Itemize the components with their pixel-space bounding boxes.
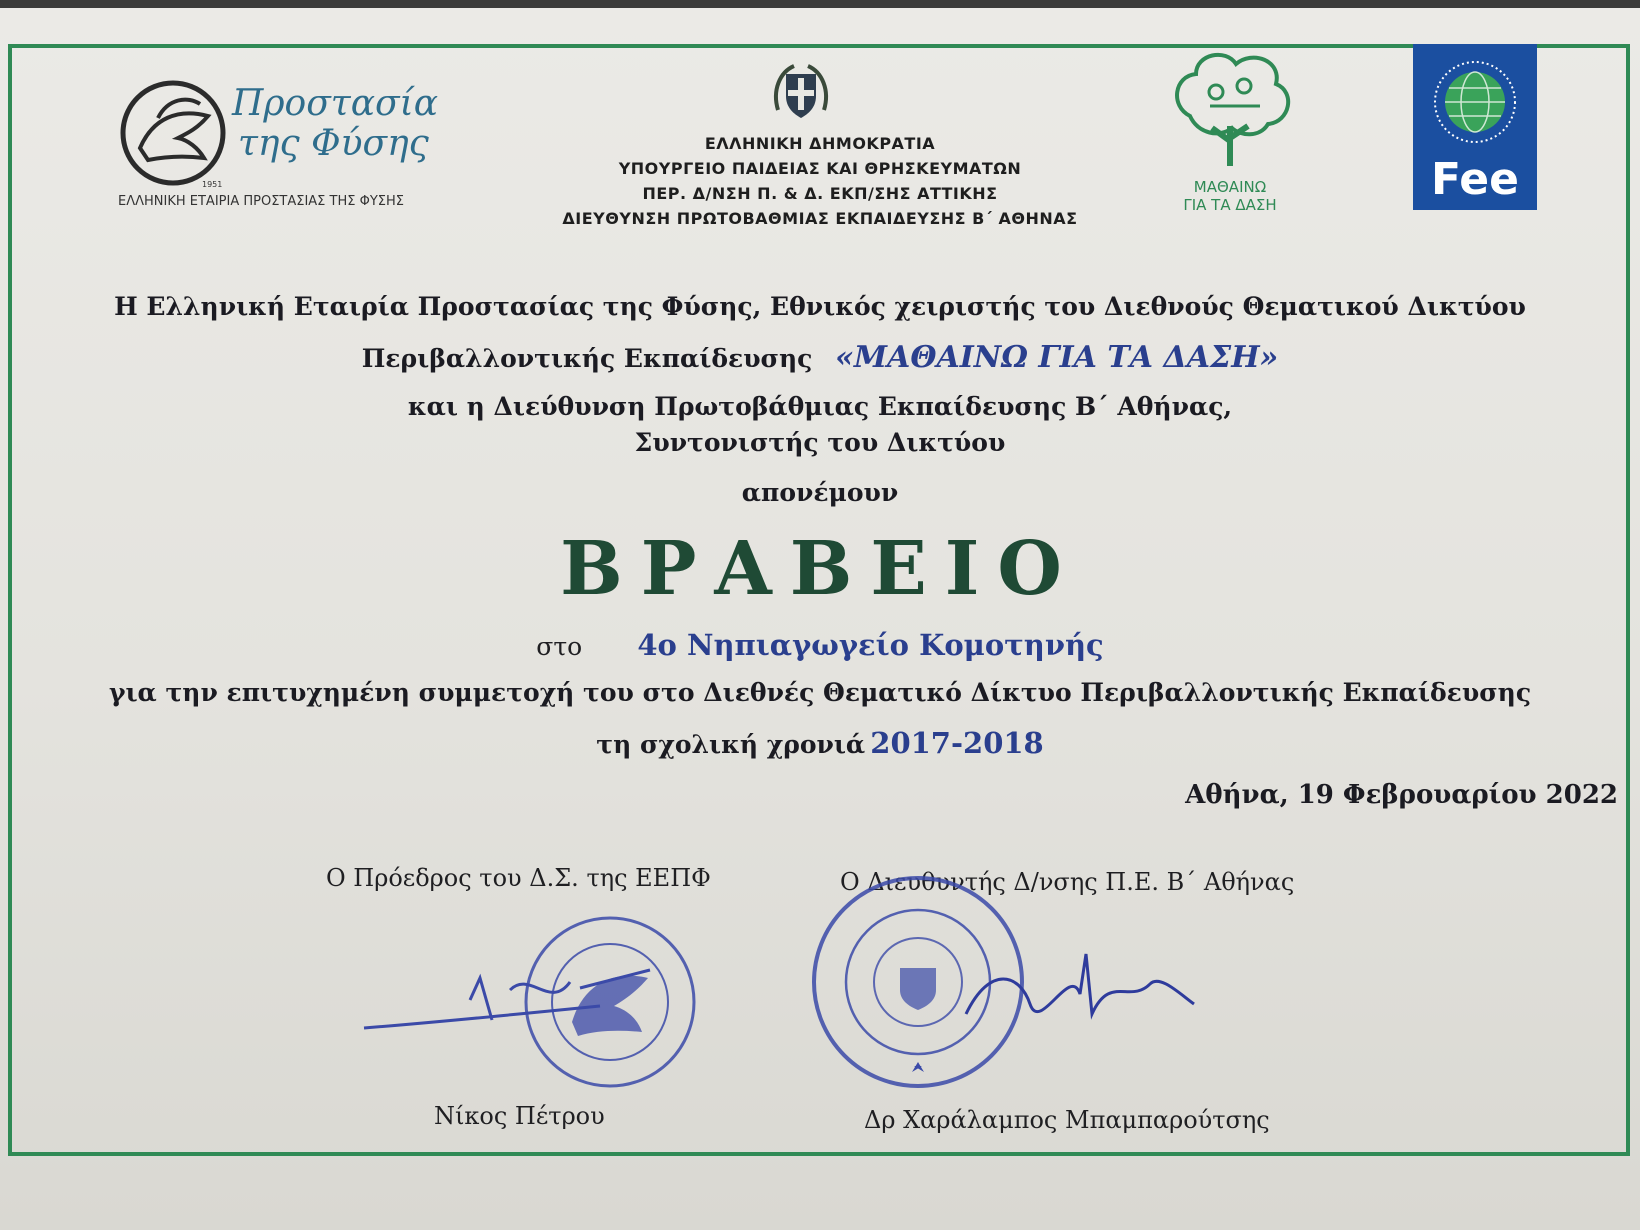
- globe-icon: [1413, 48, 1537, 158]
- tree-icon: [1160, 46, 1300, 176]
- fee-wordmark: Fee: [1431, 154, 1519, 205]
- school-year-line: [0, 726, 1640, 760]
- learn-forests-line1: ΜΑΘΑΙΝΩ: [1193, 178, 1267, 196]
- school-year: 2017-2018: [870, 726, 1044, 760]
- greek-coat-of-arms-icon: [768, 60, 834, 126]
- intro-line-2-prefix: Περιβαλλοντικής Εκπαίδευσης: [361, 344, 813, 373]
- to-label: στο: [536, 632, 583, 661]
- fee-logo: [1413, 44, 1537, 210]
- intro-line-1: Η Ελληνική Εταιρία Προστασίας της Φύσης, Εθνικός χειριστής του Διεθνούς Θεματικού Δικτύου: [114, 292, 1526, 321]
- eepf-name-line2: της Φύσης: [238, 123, 429, 164]
- network-name: «ΜΑΘΑΙΝΩ ΓΙΑ ΤΑ ΔΑΣΗ»: [835, 340, 1279, 375]
- eepf-year: 1951: [202, 180, 223, 189]
- right-signatory-title: Ο Διευθυντής Δ/νσης Π.Ε. Β΄ Αθήνας: [840, 868, 1295, 896]
- left-signatory-name: Νίκος Πέτρου: [434, 1102, 605, 1130]
- learn-for-forests-logo: [1160, 46, 1300, 221]
- ministry-line-4: ΔΙΕΥΘΥΝΣΗ ΠΡΩΤΟΒΑΘΜΙΑΣ ΕΚΠΑΙΔΕΥΣΗΣ Β΄ ΑΘΗΝΑΣ: [562, 209, 1078, 228]
- learn-forests-line2: ΓΙΑ ΤΑ ΔΑΣΗ: [1183, 196, 1277, 214]
- left-signature: [360, 960, 690, 1040]
- ministry-line-3: ΠΕΡ. Δ/ΝΣΗ Π. & Δ. ΕΚΠ/ΣΗΣ ΑΤΤΙΚΗΣ: [642, 184, 998, 203]
- eepf-name-line1: Προστασία: [232, 83, 439, 124]
- award-title: ΒΡΑΒΕΙΟ: [560, 526, 1080, 612]
- eepf-subtitle: ΕΛΛΗΝΙΚΗ ΕΤΑΙΡΙΑ ΠΡΟΣΤΑΣΙΑΣ ΤΗΣ ΦΥΣΗΣ: [118, 194, 404, 209]
- right-signatory-name: Δρ Χαράλαμπος Μπαμπαρούτσης: [864, 1106, 1270, 1134]
- left-signatory-title: Ο Πρόεδρος του Δ.Σ. της ΕΕΠΦ: [326, 864, 711, 892]
- ministry-line-1: ΕΛΛΗΝΙΚΗ ΔΗΜΟΚΡΑΤΙΑ: [704, 134, 936, 153]
- school-year-prefix: τη σχολική χρονιά: [596, 730, 866, 759]
- intro-line-3: και η Διεύθυνση Πρωτοβάθμιας Εκπαίδευσης Β΄ Αθήνας,: [407, 392, 1233, 421]
- reason-line: για την επιτυχημένη συμμετοχή του στο Διεθνές Θεματικό Δίκτυο Περιβαλλοντικής Εκπαίδευσης: [108, 678, 1532, 707]
- ministry-line-2: ΥΠΟΥΡΓΕΙΟ ΠΑΙΔΕΙΑΣ ΚΑΙ ΘΡΗΣΚΕΥΜΑΤΩΝ: [618, 159, 1022, 178]
- place-date: Αθήνα, 19 Φεβρουαρίου 2022: [1185, 780, 1618, 810]
- intro-line-2: [0, 340, 1640, 375]
- right-signature: [960, 944, 1200, 1054]
- intro-line-4: Συντονιστής του Δικτύου: [634, 428, 1006, 457]
- recipient-line: [0, 628, 1640, 662]
- recipient-name: 4ο Νηπιαγωγείο Κομοτηνής: [637, 628, 1104, 662]
- award-verb: απονέμουν: [741, 478, 899, 507]
